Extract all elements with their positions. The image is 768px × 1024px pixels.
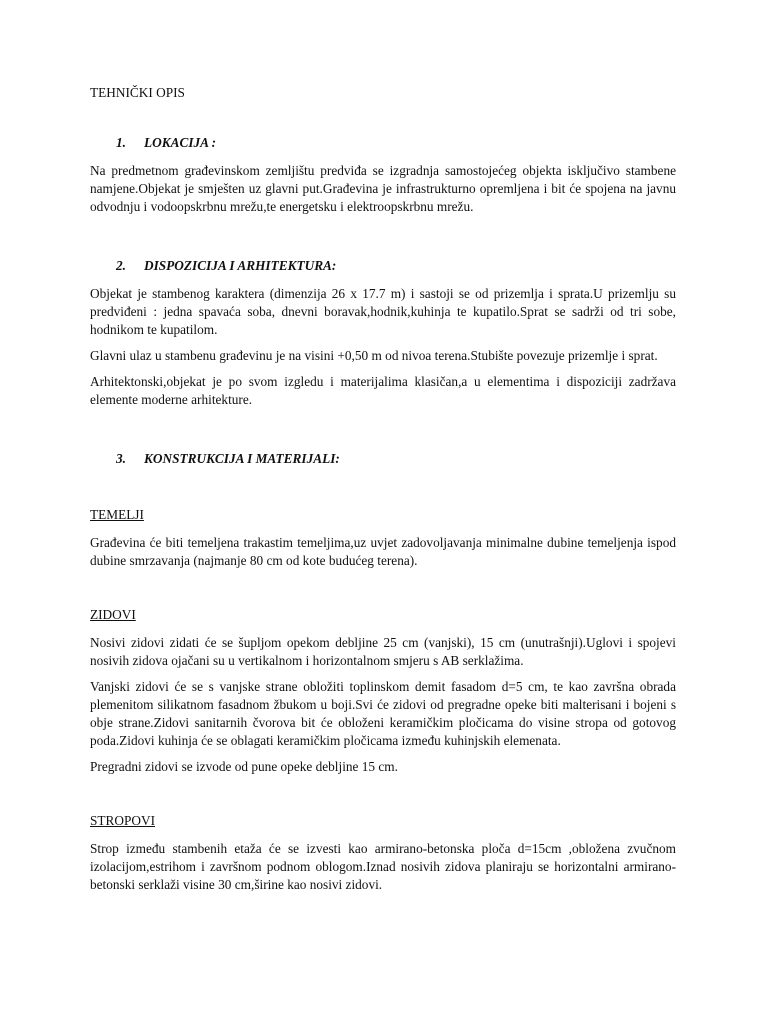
- paragraph: Objekat je stambenog karaktera (dimenzija 26 x 17.7 m) i sastoji se od prizemlja i sprata.U prizemlju su predviđeni : jedna spavaća soba, dnevni boravak,hodnik,kuhinja te kupatilo.Sprat se sadrži od tri sobe, hodnikom te kupatilom.: [90, 286, 676, 337]
- section-title: DISPOZICIJA I ARHITEKTURA:: [144, 258, 337, 273]
- section-heading-lokacija: [90, 134, 676, 152]
- paragraph: Arhitektonski,objekat je po svom izgledu i materijalima klasičan,a u elementima i dispoziciji zadržava elemente moderne arhitekture.: [90, 374, 676, 407]
- section-number: 1.: [116, 135, 126, 150]
- section-number: 3.: [116, 451, 126, 466]
- paragraph: Nosivi zidovi zidati će se šupljom opekom debljine 25 cm (vanjski), 15 cm (unutrašnji).Uglovi i spojevi nosivih zidova ojačani su u vertikalnom i horizontalnom smjeru s AB serklažima.: [90, 635, 676, 668]
- document-title: TEHNIČKI OPIS: [90, 85, 185, 100]
- subheading-stropovi: STROPOVI: [90, 813, 156, 828]
- document-page: [90, 84, 676, 902]
- paragraph: Građevina će biti temeljena trakastim temeljima,uz uvjet zadovoljavanja minimalne dubine temeljenja ispod dubine smrzavanja (najmanje 80 cm od kote budućeg terena).: [90, 535, 676, 568]
- subheading-temelji: TEMELJI: [90, 507, 144, 522]
- section-heading-konstrukcija: [90, 450, 676, 468]
- section-heading-dispozicija: [90, 257, 676, 275]
- paragraph: Glavni ulaz u stambenu građevinu je na visini +0,50 m od nivoa terena.Stubište povezuje prizemlje i sprat.: [90, 348, 658, 363]
- section-title: LOKACIJA :: [144, 135, 217, 150]
- section-number: 2.: [116, 258, 126, 273]
- subheading-zidovi: ZIDOVI: [90, 607, 136, 622]
- paragraph: Pregradni zidovi se izvode od pune opeke debljine 15 cm.: [90, 759, 398, 774]
- paragraph: Na predmetnom građevinskom zemljištu predviđa se izgradnja samostojećeg objekta isključivo stambene namjene.Objekat je smješten uz glavni put.Građevina je infrastrukturno opremljena i bit će spojena na javnu odvodnju i vodoopskrbnu mrežu,te energetsku i elektroopskrbnu mrežu.: [90, 163, 676, 214]
- paragraph: Vanjski zidovi će se s vanjske strane obložiti toplinskom demit fasadom d=5 cm, te kao završna obrada plemenitom silikatnom fasadnom žbukom u boji.Svi će zidovi od pregradne opeke biti malterisani i bojeni s obje strane.Zidovi sanitarnih čvorova bit će obloženi keramičkim pločicama do visine stropa od gotovog poda.Zidovi kuhinja će se oblagati keramičkim pločicama između kuhinjskih elemenata.: [90, 679, 676, 748]
- section-title: KONSTRUKCIJA I MATERIJALI:: [144, 451, 340, 466]
- paragraph: Strop između stambenih etaža će se izvesti kao armirano-betonska ploča d=15cm ,obložena zvučnom izolacijom,estrihom i završnom podnom oblogom.Iznad nosivih zidova planiraju se horizontalni armirano-betonski serklaži visine 30 cm,širine kao nosivi zidovi.: [90, 841, 676, 892]
